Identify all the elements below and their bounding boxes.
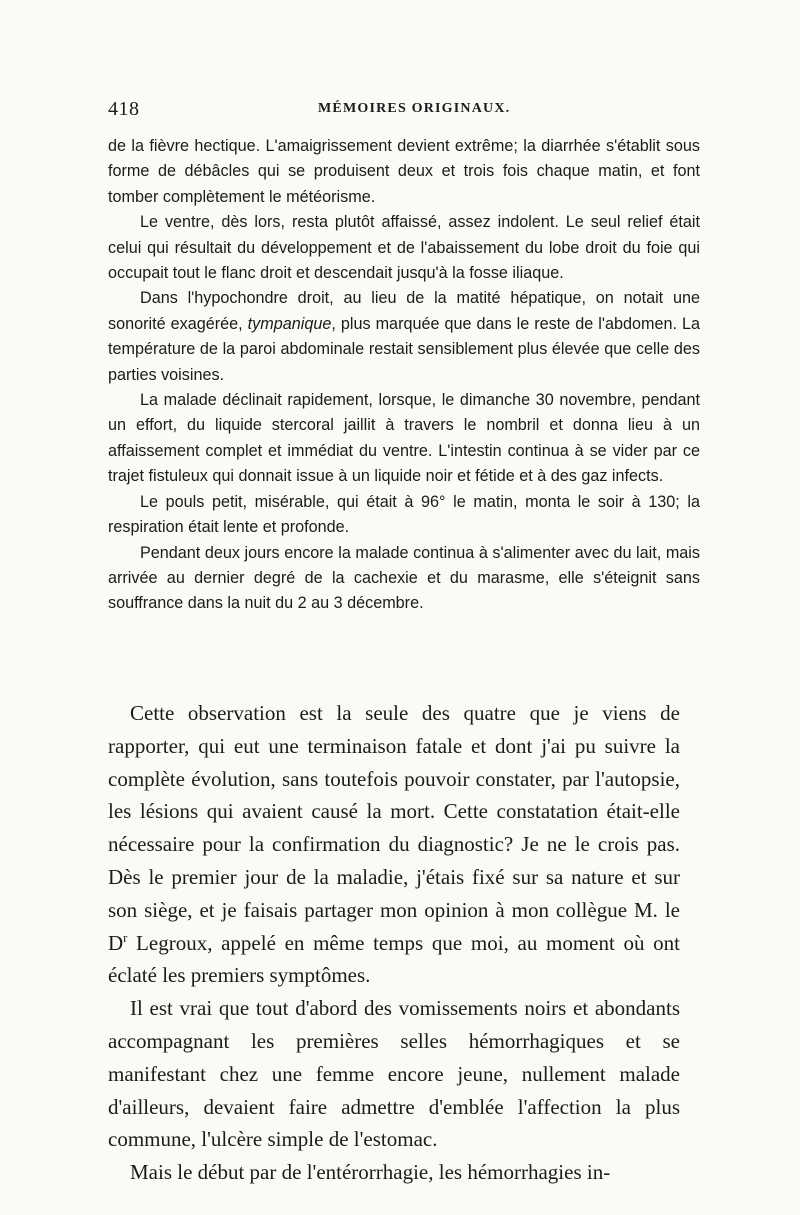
doctor-abbrev-sup: r [123,930,128,945]
page-number: 418 [108,98,140,120]
paragraph-7-end: Legroux, appelé en même temps que moi, au moment où ont éclaté les premiers symptômes. [108,930,680,988]
paragraph-6: Pendant deux jours encore la malade continua à s'alimenter avec du lait, mais arrivée au dernier degré de la cachexie et du marasme, elle s'éteignit sans souffrance dans la nuit du 2 au 3 décembre. [108,543,700,613]
paragraph-8: Il est vrai que tout d'abord des vomissements noirs et abondants accompagnant les premières selles hémorrhagiques et se manifestant chez une femme encore jeune, nullement malade d'ailleurs, devaient faire admettre d'emblée l'affection la plus commune, l'ulcère simple de l'estomac. [108,996,680,1152]
paragraph-3-end: , plus marquée que dans le reste de l'abdomen. La température de la paroi abdominale restait sensiblement plus élevée que celle des parties voisines. [108,314,700,384]
paragraph-2: Le ventre, dès lors, resta plutôt affaissé, assez indolent. Le seul relief était celui qui résultait du développement et de l'abaissement du lobe droit du foie qui occupait tout le flanc droit et descendait jusqu'à la fosse iliaque. [108,213,700,283]
paragraph-7 [108,697,680,992]
paragraph-4: La malade déclinait rapidement, lorsque, le dimanche 30 novembre, pendant un effort, du liquide stercoral jaillit à travers le nombril et donna lieu à un affaissement complet et immédiat du ventre. L'intestin continua à se vider par ce trajet fistuleux qui donnait issue à un liquide noir et fétide et à des gaz infects. [108,391,700,486]
running-head: MÉMOIRES ORIGINAUX. [318,101,511,116]
observation-text [108,134,700,617]
paragraph-9: Mais le début par de l'entérorrhagie, les hémorrhagies in- [130,1160,611,1185]
paragraph-7-text: Cette observation est la seule des quatre que je viens de rapporter, qui eut une terminaison fatale et dont j'ai pu suivre la complète évolution, sans toutefois pouvoir constater, par l'autopsie, les lésions qui avaient causé la mort. Cette constatation était-elle nécessaire pour la confirmation du diagnostic? Je ne le crois pas. Dès le premier jour de la maladie, j'étais fixé sur sa nature et sur son siège, et je faisais partager mon opinion à mon collègue M. le D [108,701,680,955]
page-header [108,98,700,122]
paragraph-1: de la fièvre hectique. L'amaigrissement devient extrême; la diarrhée s'établit sous forme de débâcles qui se produisent deux et trois fois chaque matin, et font tomber complètement le météorisme. [108,137,700,206]
discussion-text [108,697,680,1189]
paragraph-3 [108,286,700,388]
paragraph-5: Le pouls petit, misérable, qui était à 96° le matin, monta le soir à 130; la respiration était lente et profonde. [108,492,700,537]
paragraph-3-start: Dans l'hypochondre droit, au lieu de la matité hépatique, on notait une sonorité exagérée, [108,289,700,333]
italic-term: tympanique [247,314,332,333]
